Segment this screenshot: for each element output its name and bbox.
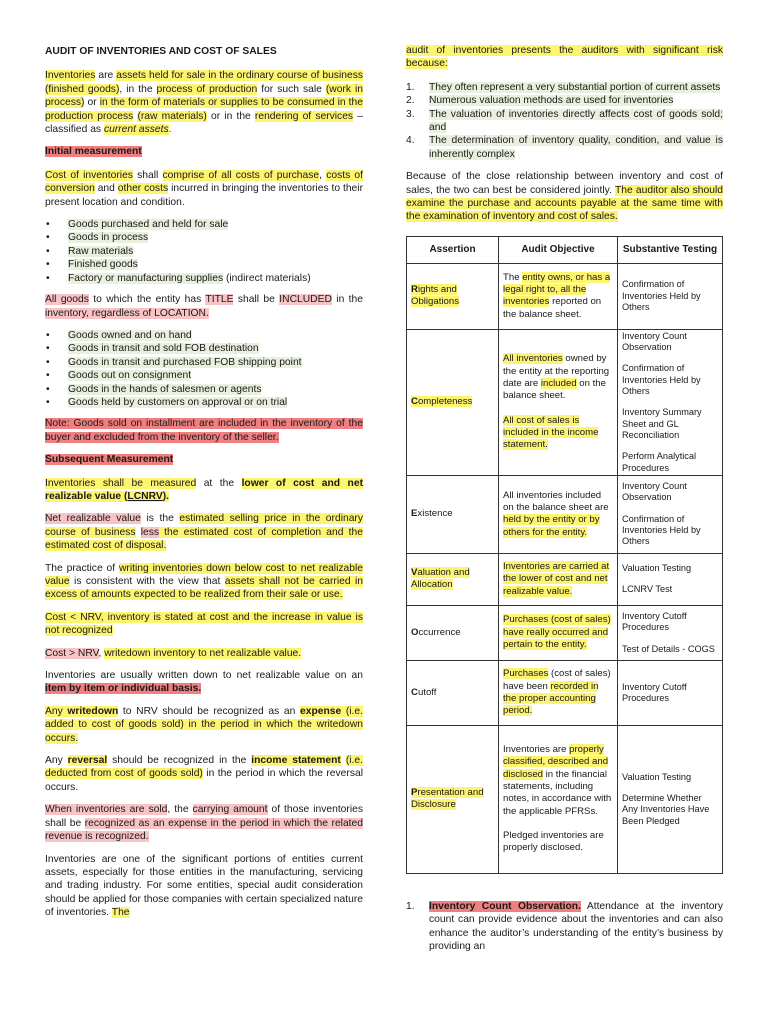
list-item	[406, 81, 723, 94]
left-column	[45, 44, 363, 929]
testing-cell	[618, 553, 723, 605]
assertions-table	[406, 236, 723, 874]
text: ,	[98, 647, 105, 659]
text: ,	[319, 169, 327, 181]
table-row	[407, 553, 723, 605]
hl-text: Inventories shall be measured	[45, 477, 197, 489]
cost-of-inventories	[45, 169, 363, 209]
hl-text: costs of conversion	[45, 169, 363, 195]
text: in the	[331, 294, 363, 306]
testing-text: Test of Details - COGS	[622, 643, 715, 654]
hl-text: carrying amount	[192, 804, 268, 816]
hl-text: All goods	[45, 294, 89, 306]
testing-cell	[618, 329, 723, 475]
assertion-initial: C	[411, 396, 418, 408]
hl-text: Inventories are carried at the lower of cost and net realizable value.	[503, 560, 610, 597]
hl-text: entity owns, or has a legal right to, all the inventories	[503, 271, 611, 308]
objective-cell	[499, 660, 618, 725]
risk-intro	[406, 44, 723, 71]
term-inventories: Inventories	[45, 70, 96, 82]
nrv-definition	[45, 512, 363, 552]
text: is the	[140, 513, 180, 525]
inventory-types-list	[45, 218, 363, 285]
testing-cell	[618, 263, 723, 329]
list-item	[68, 356, 363, 369]
right-column	[406, 44, 723, 963]
hl-text: recorded in the proper accounting period.	[503, 680, 599, 717]
testing-cell	[618, 660, 723, 725]
lcnrv-abbr: LCNRV	[127, 490, 163, 502]
item-text: Numerous valuation methods are used for inventories	[429, 95, 674, 107]
table-row	[407, 329, 723, 475]
item-text: The valuation of inventories directly affects cost of goods sold; and	[429, 108, 723, 134]
item-text: Goods owned and on hand	[68, 329, 192, 341]
assertion-name: ights and Obligations	[411, 284, 459, 308]
hl-text: assets shall not be carried in excess of amounts expected to be realized from their sale or use.	[45, 576, 363, 601]
procedures-list	[406, 900, 723, 954]
list-item	[68, 396, 363, 409]
testing-text: Determine Whether Any Inventories Have Been Pledged	[622, 793, 710, 826]
lcnrv-rule	[45, 477, 363, 504]
text: of those inventories shall be	[45, 804, 364, 829]
assertion-cell	[407, 475, 499, 553]
item-text: Goods in transit and sold FOB destination	[68, 343, 259, 355]
cost-greater-than-nrv	[45, 647, 363, 660]
hl-text: Net realizable value	[45, 513, 141, 525]
item-text: Raw materials	[68, 245, 134, 257]
list-item	[68, 245, 363, 258]
writedown-rule	[45, 705, 363, 745]
testing-text: Inventory Count Observation	[622, 330, 687, 353]
heading-text: Initial measurement	[45, 146, 142, 158]
hl-text: properly classified, described and disclosed	[503, 744, 609, 780]
hl-text: All inventories	[503, 353, 563, 365]
testing-text: Inventory Summary Sheet and GL Reconciliation	[622, 407, 702, 440]
risk-reasons-list	[406, 81, 723, 161]
assertion-initial: O	[411, 626, 419, 638]
hl-text: audit of inventories presents the auditors with significant risk because:	[406, 45, 723, 70]
item-number: 4.	[406, 135, 415, 147]
significant-portion	[45, 853, 363, 920]
document-title: AUDIT OF INVENTORIES AND COST OF SALES	[45, 46, 277, 57]
list-item	[406, 134, 723, 161]
text: Inventories are usually written down to net realizable value on an	[45, 670, 363, 682]
item-text: Goods held by customers on approval or on trial	[68, 396, 288, 408]
objective-cell	[499, 475, 618, 553]
objective-cell	[499, 725, 618, 873]
hl-text: reversal	[67, 755, 108, 767]
assertion-cell	[407, 329, 499, 475]
hl-text: writedown	[67, 705, 119, 717]
assertion-initial: P	[411, 787, 418, 799]
initial-measurement-heading	[45, 145, 363, 158]
text: at the	[196, 477, 242, 489]
hl-text: included	[540, 377, 577, 389]
hl-text: Cost of inventories	[45, 169, 133, 181]
subsequent-measurement-heading	[45, 453, 363, 466]
hl-text: Purchases (cost of sales) have really occurred and pertain to the entity.	[503, 614, 611, 651]
hl-text: current assets	[103, 124, 169, 136]
hl-text: income statement	[251, 755, 341, 767]
text: shall	[132, 169, 163, 181]
testing-text: Confirmation of Inventories Held by Others	[622, 279, 701, 313]
testing-cell	[618, 605, 723, 660]
assertion-cell	[407, 263, 499, 329]
text: Attendance at the inventory count can provide evidence about the inventories and can also enhance the auditor’s understanding of the entity’s business by providing an	[429, 900, 724, 953]
text: The practice of	[45, 562, 119, 574]
hl-text: TITLE	[205, 294, 234, 306]
table-row	[407, 725, 723, 873]
text: incurred in bringing the inventories to their present location and condition.	[45, 183, 363, 208]
hl-text: process of production	[156, 83, 258, 95]
assertion-name: ompleteness	[417, 396, 473, 408]
hl-text: lower of cost and net realizable value (	[45, 477, 364, 502]
list-item	[406, 108, 723, 135]
hl-text: Cost < NRV, inventory is stated at cost and the increase in value is not recognized	[45, 611, 363, 637]
text: (cost of sales) have been	[503, 668, 611, 692]
assertion-name: aluation and Allocation	[411, 567, 470, 591]
text: or	[84, 97, 100, 109]
hl-text: writing inventories down below cost to net realizable value	[45, 562, 363, 587]
objective-cell	[499, 605, 618, 660]
table-header-row	[407, 236, 723, 263]
assertion-cell	[407, 553, 499, 605]
table-row	[407, 475, 723, 553]
list-item	[68, 272, 363, 285]
inventories-definition	[45, 69, 363, 136]
hl-text: (work in process)	[45, 83, 363, 109]
assertion-name: utoff	[417, 686, 437, 698]
text: to NRV should be recognized as an	[118, 705, 300, 717]
hl-text: in the form of materials or supplies to be consumed in the production process	[45, 97, 363, 122]
hl-text: ).	[162, 490, 169, 502]
text: or in the	[206, 110, 255, 122]
relationship-paragraph	[406, 170, 723, 224]
reversal-rule	[45, 754, 363, 794]
testing-cell	[618, 725, 723, 873]
list-item	[68, 258, 363, 271]
item-number: 2.	[406, 95, 415, 107]
hl-text: (raw materials)	[137, 110, 207, 122]
item-text: Goods in the hands of salesmen or agents	[68, 383, 262, 395]
text: Because of the close relationship between inventory and cost of sales, the two can best be considered jointly.	[406, 171, 723, 196]
hl-text: inventory, regardless of LOCATION.	[45, 307, 209, 319]
hl-text: item by item or individual basis.	[45, 683, 202, 695]
text: owned by the entity at the reporting date are	[503, 353, 610, 389]
testing-text: LCNRV Test	[622, 584, 673, 595]
title-rule	[45, 293, 363, 320]
header-audit-objective: Audit Objective	[499, 236, 618, 263]
assertion-cell	[407, 660, 499, 725]
item-suffix: (indirect materials)	[223, 272, 311, 284]
item-number: 1.	[406, 81, 415, 93]
assertion-initial: E	[411, 508, 418, 520]
text: All inventories included on the balance sheet are	[503, 489, 609, 514]
hl-text: less	[140, 526, 159, 538]
header-substantive-testing: Substantive Testing	[618, 236, 723, 263]
item-text: They often represent a very substantial portion of current assets	[429, 81, 721, 93]
text: in the period in which the reversal occurs.	[45, 768, 363, 793]
list-item	[406, 900, 724, 954]
text: are	[95, 70, 117, 82]
note-text: Note: Goods sold on installment are included in the inventory of the buyer and excluded from the inventory of the seller.	[45, 418, 363, 443]
assertion-cell	[407, 725, 499, 873]
testing-text: Confirmation of Inventories Held by Others	[622, 513, 701, 547]
item-text: Finished goods	[68, 259, 138, 271]
text: .	[168, 124, 172, 136]
list-item	[68, 383, 363, 396]
item-text: Goods purchased and held for sale	[68, 219, 229, 231]
text: The	[503, 271, 523, 283]
item-text: Factory or manufacturing supplies	[68, 272, 224, 284]
item-text: Goods in transit and purchased FOB shipping point	[68, 356, 302, 368]
included-goods-list	[45, 329, 363, 409]
item-number: 3.	[406, 108, 415, 120]
assertion-cell	[407, 605, 499, 660]
hl-text: (i.e. added to cost of goods sold) in the period in which the writedown occurs.	[45, 705, 363, 744]
cost-less-than-nrv	[45, 611, 363, 638]
assertion-initial: V	[411, 567, 418, 579]
hl-text: When inventories are sold	[45, 804, 168, 816]
text: Inventories are	[503, 744, 570, 756]
hl-text: comprise of all costs of purchase	[162, 169, 320, 181]
testing-text: Perform Analytical Procedures	[622, 451, 697, 473]
item-text: The determination of inventory quality, condition, and value is inherently complex	[429, 135, 723, 160]
hl-text: estimated selling price in the ordinary course of business	[45, 513, 364, 538]
text: Inventories are one of the significant portions of entities current assets, especially for those entities in the manufacturing, servicing and trading industry. For some entities, special audit consideration should be applied for those companies with certain specialized nature of inventories.	[45, 853, 363, 919]
assertion-initial: C	[411, 686, 418, 698]
item-text: Goods out on consignment	[68, 370, 192, 382]
text: and	[94, 183, 118, 195]
text: shall be	[233, 294, 280, 306]
hl-text: held by the entity or by others for the entity.	[503, 514, 600, 538]
table-row	[407, 263, 723, 329]
table-row	[407, 605, 723, 660]
objective-cell	[499, 263, 618, 329]
objective-cell	[499, 553, 618, 605]
hl-text: recognized as an expense in the period in which the related revenue is recognized.	[45, 817, 363, 843]
hl-text: The	[111, 907, 130, 919]
text: in the financial statements, including notes, in accordance with the applicable PFRSs.	[503, 768, 612, 817]
text: on the balance sheet.	[503, 377, 606, 402]
hl-text: the estimated cost of completion and the estimated cost of disposal.	[45, 526, 363, 552]
hl-text: Cost > NRV	[45, 647, 99, 659]
hl-text: All cost of sales is included in the income statement.	[503, 414, 599, 451]
item-text: Goods in process	[68, 232, 149, 244]
objective-cell	[499, 329, 618, 475]
assertion-name: resentation and Disclosure	[411, 787, 484, 811]
hl-text: assets held for sale in the ordinary course of business (finished goods)	[45, 70, 363, 95]
table-row	[407, 660, 723, 725]
hl-text: Inventory Count Observation.	[429, 900, 581, 912]
hl-text: (i.e. deducted from cost of goods sold)	[45, 755, 363, 780]
assertion-name: xistence	[417, 508, 453, 520]
hl-text: The auditor also should examine the purchase and accounts payable at the same time with the examination of inventory and cost of sales.	[406, 184, 724, 223]
text: – classified as	[45, 110, 363, 136]
text	[136, 527, 141, 538]
text: to which the entity has	[88, 294, 206, 306]
item-number: 1.	[406, 900, 415, 912]
list-item	[68, 329, 363, 342]
writedown-practice	[45, 562, 363, 602]
text: is consistent with the view that	[69, 576, 225, 587]
assertion-initial: R	[411, 284, 418, 296]
hl-text: Any	[45, 705, 68, 717]
testing-text: Inventory Cutoff Procedures	[622, 681, 687, 703]
hl-text: rendering of services	[254, 110, 354, 122]
list-item	[68, 218, 363, 231]
list-item	[68, 342, 363, 355]
list-item	[406, 94, 723, 107]
text: should be recognized in the	[107, 755, 252, 767]
text: , the	[167, 804, 193, 816]
testing-text: Inventory Count Observation	[622, 481, 687, 503]
list-item	[68, 231, 363, 244]
hl-text: writedown inventory to net realizable value.	[104, 647, 302, 659]
hl-text: other costs	[117, 183, 169, 195]
hl-text: Purchases	[503, 668, 549, 680]
installment-note	[45, 417, 363, 444]
header-assertion: Assertion	[407, 236, 499, 263]
testing-cell	[618, 475, 723, 553]
assertion-name: ccurrence	[418, 626, 461, 638]
testing-text: Valuation Testing	[622, 563, 692, 574]
text: reported on the balance sheet.	[503, 296, 602, 320]
text: Pledged inventories are properly disclosed.	[503, 829, 604, 854]
heading-text: Subsequent Measurement	[45, 454, 174, 466]
text: for such sale	[257, 83, 326, 95]
testing-text: Inventory Cutoff Procedures	[622, 610, 687, 633]
hl-text: expense	[299, 705, 342, 717]
text: , in the	[119, 83, 157, 95]
list-item	[68, 369, 363, 382]
inventories-sold-rule	[45, 803, 363, 843]
item-by-item-rule	[45, 669, 363, 696]
hl-text: INCLUDED	[279, 294, 332, 306]
testing-text: Confirmation of Inventories Held by Others	[622, 363, 701, 397]
testing-text: Valuation Testing	[622, 771, 692, 782]
text: Any	[45, 755, 68, 767]
